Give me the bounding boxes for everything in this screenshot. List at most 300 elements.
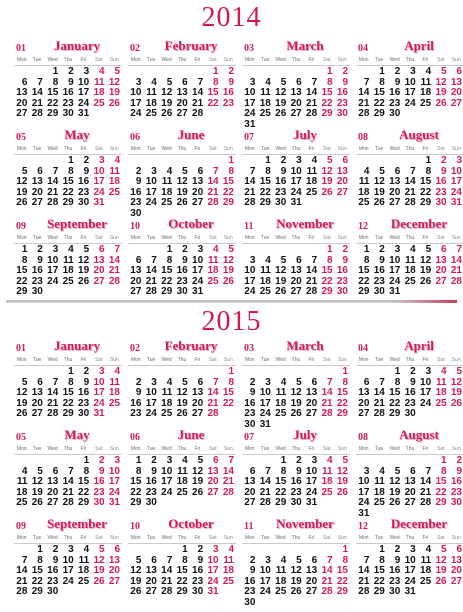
day-cell: 28 (321, 408, 333, 419)
day-cell: 1 (135, 455, 142, 466)
year-divider (6, 300, 457, 303)
day-cell: 22 (389, 397, 401, 409)
day-cell: 22 (321, 275, 333, 287)
month-number: 06 (130, 132, 140, 143)
day-cell: 19 (176, 397, 188, 409)
empty-day-cell (304, 598, 319, 609)
day-cell: 4 (265, 254, 271, 266)
weekday-label: Fri (422, 446, 429, 452)
day-cell: 6 (52, 465, 59, 477)
weekday-label: Tue (374, 235, 384, 241)
empty-day-cell (29, 456, 44, 467)
day-cell: 26 (321, 186, 333, 198)
day-cell: 25 (108, 186, 120, 198)
day-cell: 7 (213, 376, 219, 388)
weekday-label: Tue (260, 535, 270, 541)
day-cell: 28 (259, 497, 271, 508)
day-cell: 25 (420, 97, 432, 109)
weekday-header-row (242, 145, 350, 155)
weekday-label: Fri (422, 235, 429, 241)
day-cell: 9 (228, 76, 234, 88)
day-grid (128, 156, 236, 219)
empty-day-cell (143, 245, 158, 256)
weekday-label: Mon (244, 535, 255, 541)
day-cell: 10 (420, 376, 432, 388)
weekday-label: Thu (291, 57, 301, 63)
month-november-2015 (242, 516, 350, 608)
month-number: 04 (358, 343, 368, 354)
day-cell: 25 (435, 397, 447, 409)
day-cell: 31 (244, 118, 256, 130)
day-cell: 12 (290, 565, 302, 576)
day-cell: 4 (166, 165, 173, 177)
month-august-2015 (356, 427, 463, 519)
day-cell: 24 (306, 486, 318, 498)
day-cell: 8 (182, 554, 188, 566)
day-cell: 23 (130, 408, 142, 419)
day-cell: 27 (207, 486, 219, 498)
day-cell: 8 (379, 554, 385, 566)
day-cell: 6 (37, 376, 43, 388)
month-name: September (47, 516, 107, 531)
day-cell: 22 (420, 186, 432, 198)
day-cell: 19 (161, 97, 173, 109)
day-cell: 17 (145, 186, 157, 198)
day-cell: 22 (161, 275, 173, 287)
month-number: 10 (130, 221, 140, 232)
day-cell: 17 (108, 476, 120, 487)
weekday-label: Mon (358, 146, 369, 152)
day-cell: 9 (182, 254, 188, 266)
empty-day-cell (128, 545, 143, 556)
weekday-label: Sat (323, 57, 331, 63)
weekday-label: Thu (291, 235, 301, 241)
empty-day-cell (159, 156, 174, 167)
day-cell: 27 (145, 586, 157, 597)
day-cell: 26 (176, 197, 188, 208)
day-cell: 24 (47, 275, 59, 287)
weekday-label: Wed (275, 146, 286, 152)
day-cell: 19 (450, 387, 462, 398)
month-number: 06 (130, 432, 140, 443)
day-cell: 23 (244, 408, 256, 419)
day-cell: 27 (404, 497, 416, 508)
month-may-2014 (14, 127, 122, 216)
day-cell: 19 (108, 87, 120, 98)
weekday-label: Tue (374, 146, 384, 152)
day-cell: 23 (78, 186, 90, 198)
day-cell: 25 (222, 575, 234, 587)
day-cell: 20 (404, 486, 416, 498)
day-cell: 27 (306, 408, 318, 419)
weekday-label: Tue (260, 146, 270, 152)
weekday-label: Sun (109, 146, 119, 152)
weekday-label: Wed (275, 57, 286, 63)
month-header (14, 127, 122, 145)
month-number: 02 (130, 343, 140, 354)
empty-day-cell (273, 245, 288, 256)
month-name: December (390, 216, 448, 231)
day-cell: 20 (306, 575, 318, 587)
weekday-label: Mon (130, 235, 141, 241)
day-cell: 29 (62, 408, 74, 419)
day-cell: 29 (161, 286, 173, 297)
day-cell: 13 (450, 76, 462, 88)
day-cell: 13 (31, 176, 43, 187)
day-cell: 22 (31, 575, 43, 587)
weekday-label: Wed (161, 146, 172, 152)
day-cell: 14 (450, 254, 462, 266)
day-cell: 18 (161, 397, 173, 409)
month-header (356, 216, 463, 234)
day-cell: 22 (62, 397, 74, 409)
empty-day-cell (371, 456, 386, 467)
weekday-label: Wed (161, 357, 172, 363)
month-name: April (404, 338, 434, 353)
day-cell: 16 (275, 176, 287, 187)
day-cell: 27 (47, 497, 59, 508)
day-cell: 4 (311, 155, 318, 166)
day-cell: 4 (425, 66, 432, 77)
day-cell: 31 (192, 286, 204, 297)
day-cell: 30 (62, 108, 74, 119)
empty-day-cell (174, 367, 189, 378)
day-cell: 12 (290, 387, 302, 398)
day-cell: 21 (207, 397, 219, 409)
day-cell: 8 (342, 376, 348, 388)
day-cell: 6 (197, 165, 204, 177)
weekday-label: Wed (389, 57, 400, 63)
day-cell: 3 (265, 554, 271, 566)
day-cell: 1 (280, 455, 287, 466)
day-cell: 11 (260, 265, 271, 276)
day-cell: 28 (31, 108, 43, 119)
day-cell: 14 (31, 87, 43, 98)
day-cell: 25 (108, 397, 120, 409)
day-cell: 24 (145, 197, 157, 208)
day-cell: 12 (176, 176, 188, 187)
weekday-label: Fri (194, 57, 201, 63)
day-cell: 9 (456, 465, 462, 477)
month-number: 09 (16, 221, 26, 232)
weekday-label: Thu (177, 57, 187, 63)
day-cell: 26 (222, 275, 234, 287)
empty-day-cell (257, 545, 272, 556)
day-cell: 23 (389, 97, 401, 109)
day-cell: 2 (228, 66, 234, 77)
weekday-label: Mon (16, 146, 27, 152)
day-cell: 23 (31, 275, 43, 287)
month-december-2014 (356, 216, 463, 305)
day-cell: 2 (410, 366, 416, 377)
day-cell: 28 (108, 275, 120, 287)
empty-day-cell (288, 67, 303, 78)
day-grid (242, 456, 350, 509)
weekday-header-row (128, 534, 236, 544)
day-cell: 21 (358, 575, 370, 587)
day-cell: 21 (207, 186, 219, 198)
day-cell: 22 (62, 186, 74, 198)
day-cell: 12 (176, 387, 188, 398)
day-cell: 23 (78, 397, 90, 409)
empty-day-cell (433, 287, 448, 298)
weekday-label: Mon (130, 57, 141, 63)
day-cell: 2 (249, 554, 256, 566)
weekday-header-row (14, 145, 122, 155)
day-cell: 19 (389, 486, 401, 498)
day-cell: 7 (363, 554, 370, 566)
weekday-label: Fri (80, 57, 87, 63)
day-cell: 30 (192, 586, 204, 597)
day-cell: 17 (244, 97, 256, 109)
day-cell: 4 (114, 366, 120, 377)
day-cell: 15 (321, 265, 333, 276)
day-cell: 31 (358, 507, 370, 519)
weekday-label: Fri (308, 446, 315, 452)
day-cell: 10 (259, 565, 271, 576)
day-cell: 10 (93, 376, 105, 388)
day-cell: 18 (176, 476, 188, 487)
weekday-label: Sun (109, 357, 119, 363)
day-cell: 14 (207, 176, 219, 187)
day-cell: 11 (306, 165, 318, 177)
month-number: 01 (16, 343, 26, 354)
day-cell: 10 (244, 87, 256, 98)
day-cell: 23 (244, 586, 256, 597)
day-cell: 15 (373, 87, 385, 98)
weekday-header-row (14, 356, 122, 366)
month-name: April (404, 38, 434, 53)
empty-day-cell (205, 367, 220, 378)
day-cell: 17 (259, 397, 271, 409)
day-cell: 22 (275, 486, 287, 498)
day-cell: 20 (47, 486, 59, 498)
day-cell: 23 (145, 486, 157, 498)
day-cell: 11 (177, 465, 188, 477)
year-title-2015: 2015 (201, 306, 262, 337)
day-cell: 10 (47, 254, 59, 266)
weekday-label: Mon (244, 357, 255, 363)
day-cell: 26 (31, 497, 43, 508)
day-cell: 27 (435, 275, 447, 287)
day-cell: 14 (145, 265, 157, 276)
day-cell: 16 (450, 476, 462, 487)
day-cell: 31 (450, 197, 462, 208)
weekday-label: Tue (146, 57, 156, 63)
weekday-label: Tue (374, 357, 384, 363)
empty-day-cell (319, 198, 334, 209)
weekday-label: Fri (194, 235, 201, 241)
day-cell: 4 (151, 76, 157, 88)
day-cell: 12 (16, 387, 28, 398)
day-grid (14, 245, 122, 298)
day-cell: 13 (306, 387, 318, 398)
empty-day-cell (402, 287, 417, 298)
empty-day-cell (174, 67, 189, 78)
weekday-label: Sat (323, 357, 331, 363)
day-cell: 5 (83, 244, 90, 255)
day-cell: 9 (379, 254, 385, 266)
day-cell: 27 (450, 575, 462, 587)
empty-day-cell (335, 498, 350, 509)
day-cell: 8 (342, 554, 348, 566)
month-july-2015 (242, 427, 350, 516)
day-cell: 10 (404, 76, 416, 88)
day-cell: 20 (93, 265, 105, 276)
day-cell: 22 (222, 186, 234, 198)
day-cell: 28 (306, 286, 318, 297)
weekday-label: Sat (95, 446, 103, 452)
day-cell: 20 (290, 97, 302, 109)
weekday-label: Sat (209, 535, 217, 541)
weekday-label: Thu (405, 446, 415, 452)
day-grid (14, 545, 122, 598)
day-cell: 28 (244, 197, 256, 208)
day-cell: 10 (161, 465, 173, 477)
day-cell: 11 (161, 176, 173, 187)
empty-day-cell (304, 367, 319, 378)
day-cell: 16 (62, 87, 74, 98)
weekday-label: Wed (47, 57, 58, 63)
month-header (128, 38, 236, 56)
weekday-label: Thu (63, 57, 73, 63)
day-cell: 18 (404, 265, 416, 276)
day-cell: 19 (336, 476, 348, 487)
day-cell: 10 (93, 165, 105, 177)
day-cell: 25 (259, 108, 271, 119)
weekday-label: Mon (358, 235, 369, 241)
day-grid (14, 67, 122, 120)
day-cell: 27 (31, 408, 43, 419)
day-cell: 5 (379, 165, 385, 177)
empty-day-cell (449, 587, 463, 598)
day-cell: 21 (31, 97, 43, 109)
day-cell: 22 (130, 486, 142, 498)
weekday-label: Tue (146, 357, 156, 363)
day-grid (14, 456, 122, 509)
weekday-header-row (242, 445, 350, 455)
day-cell: 25 (306, 186, 318, 198)
day-cell: 17 (161, 476, 173, 487)
month-march-2015 (242, 338, 350, 430)
day-cell: 7 (21, 554, 28, 566)
weekday-label: Tue (32, 446, 42, 452)
day-cell: 11 (435, 376, 447, 388)
empty-day-cell (418, 587, 433, 598)
day-cell: 6 (441, 244, 447, 255)
day-cell: 27 (130, 286, 142, 297)
day-cell: 22 (435, 486, 447, 498)
month-number: 10 (130, 521, 140, 532)
day-cell: 17 (389, 265, 401, 276)
day-cell: 7 (249, 165, 256, 177)
weekday-label: Sun (337, 446, 347, 452)
day-cell: 29 (16, 286, 28, 297)
weekday-label: Mon (16, 535, 27, 541)
day-cell: 3 (213, 544, 219, 555)
day-cell: 15 (336, 387, 348, 398)
day-cell: 15 (389, 387, 401, 398)
day-cell: 29 (420, 197, 432, 208)
day-cell: 6 (456, 66, 462, 77)
day-cell: 5 (280, 254, 287, 266)
weekday-label: Sat (95, 57, 103, 63)
day-cell: 20 (207, 476, 219, 487)
day-cell: 21 (306, 97, 318, 109)
weekday-label: Wed (47, 535, 58, 541)
day-cell: 18 (321, 476, 333, 487)
month-header (356, 516, 463, 534)
empty-day-cell (45, 287, 60, 298)
day-cell: 23 (222, 97, 234, 109)
day-cell: 9 (52, 554, 59, 566)
day-cell: 30 (145, 497, 157, 508)
day-cell: 15 (207, 87, 219, 98)
weekday-label: Wed (47, 446, 58, 452)
day-cell: 25 (93, 97, 105, 109)
day-cell: 18 (145, 97, 157, 109)
day-cell: 9 (280, 165, 287, 177)
day-cell: 10 (306, 465, 318, 477)
day-cell: 1 (394, 366, 401, 377)
day-cell: 20 (31, 186, 43, 198)
day-cell: 8 (280, 465, 287, 477)
day-cell: 21 (373, 397, 385, 409)
empty-day-cell (449, 409, 463, 420)
day-cell: 13 (176, 87, 188, 98)
month-number: 03 (244, 343, 254, 354)
day-cell: 25 (275, 408, 287, 419)
empty-day-cell (143, 367, 158, 378)
day-cell: 17 (404, 87, 416, 98)
day-cell: 15 (78, 476, 90, 487)
day-cell: 21 (62, 486, 74, 498)
day-cell: 9 (83, 376, 90, 388)
day-cell: 24 (192, 275, 204, 287)
day-cell: 1 (342, 544, 348, 555)
day-cell: 9 (68, 76, 74, 88)
month-may-2015 (14, 427, 122, 516)
empty-day-cell (356, 367, 371, 378)
month-name: December (390, 516, 448, 531)
day-cell: 2 (83, 155, 90, 166)
month-number: 11 (244, 521, 254, 532)
day-cell: 16 (336, 265, 348, 276)
day-cell: 9 (441, 165, 447, 177)
day-cell: 21 (404, 186, 416, 198)
day-cell: 28 (321, 586, 333, 597)
day-cell: 18 (259, 97, 271, 109)
weekday-label: Fri (80, 446, 87, 452)
day-cell: 18 (16, 486, 28, 498)
day-grid (356, 67, 463, 120)
day-cell: 26 (290, 586, 302, 597)
empty-day-cell (91, 287, 106, 298)
day-cell: 3 (394, 244, 401, 255)
day-cell: 23 (176, 275, 188, 287)
day-cell: 25 (176, 486, 188, 498)
day-grid (356, 156, 463, 209)
day-cell: 19 (16, 186, 28, 198)
weekday-label: Wed (275, 535, 286, 541)
day-cell: 12 (275, 87, 287, 98)
empty-day-cell (143, 67, 158, 78)
day-cell: 11 (207, 254, 219, 266)
day-grid (356, 456, 463, 519)
weekday-label: Fri (194, 357, 201, 363)
day-cell: 2 (135, 376, 142, 388)
day-cell: 3 (166, 455, 173, 466)
